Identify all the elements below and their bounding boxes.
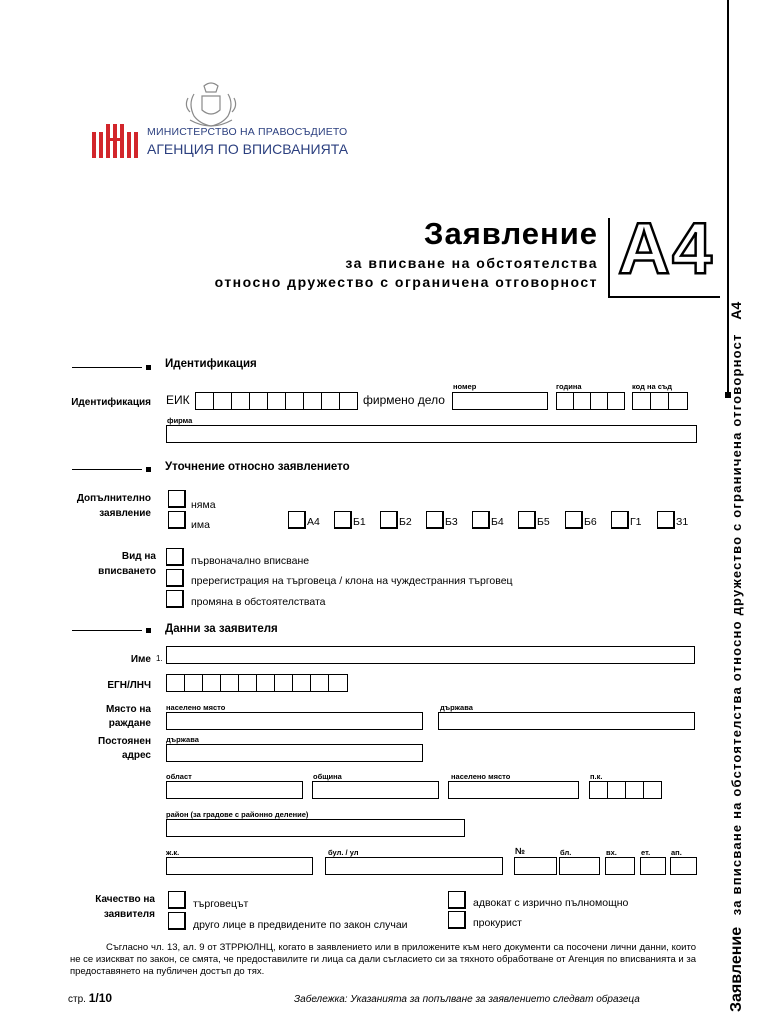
municipality-label: община [313, 772, 342, 781]
code-checkbox-a4[interactable] [288, 511, 306, 529]
capacity-label-trader: търговецът [193, 898, 249, 910]
code-checkbox-b5[interactable] [518, 511, 536, 529]
address-country-input[interactable] [166, 744, 423, 762]
identification-label: Идентификация [71, 397, 151, 408]
form-subtitle-1: за вписване на обстоятелства [345, 255, 598, 271]
form-code: A4 [618, 209, 715, 289]
type-label-change: промяна в обстоятелствата [191, 596, 326, 608]
footer-note: Забележка: Указанията за попълване за заявлението следват образеца [294, 994, 640, 1005]
egn-input[interactable] [166, 674, 348, 692]
number-input[interactable] [514, 857, 557, 875]
apt-label: ап. [671, 848, 682, 857]
code-label-g1: Г1 [630, 516, 642, 528]
code-checkbox-b6[interactable] [565, 511, 583, 529]
page-number: стр. 1/10 [68, 991, 113, 1005]
birth-country-input[interactable] [438, 712, 695, 730]
region-input[interactable] [166, 781, 303, 799]
firm-label: фирма [167, 416, 193, 425]
place-input[interactable] [448, 781, 579, 799]
birth-place-input[interactable] [166, 712, 423, 730]
form-subtitle-2: относно дружество с ограничена отговорност [214, 274, 598, 290]
registration-type-label: Вид на вписването [98, 551, 156, 577]
consent-text: Съгласно чл. 13, ал. 9 от ЗТРРЮЛНЦ, когато в заявлението или в приложените към него документи са посочени лични данни, които не се изискват по закон, се смята, че предоставилите ги лица са дали съгласието си за тяхното обработване от Агенция по вписванията и за предоставянето на публичен достъп до тях. [70, 942, 696, 977]
name-label: Име [130, 654, 151, 665]
eik-input[interactable] [195, 392, 358, 410]
code-label-b6: Б6 [584, 516, 597, 528]
capacity-checkbox-trader[interactable] [168, 891, 186, 909]
type-label-reregistration: пререгистрация на търговеца / клона на чуждестранния търговец [191, 575, 513, 587]
egn-label: ЕГН/ЛНЧ [107, 680, 151, 691]
capacity-checkbox-lawyer[interactable] [448, 891, 466, 909]
region-label: област [166, 772, 192, 781]
district-label: район (за градове с районно деление) [166, 810, 309, 819]
firm-input[interactable] [166, 425, 697, 443]
case-year-label: година [556, 382, 582, 391]
capacity-row-label: Качество на заявителя [95, 894, 155, 920]
street-label: бул. / ул [328, 848, 359, 857]
additional-application-label: Допълнително заявление [76, 493, 151, 519]
coat-of-arms-icon [182, 80, 240, 132]
section-title-identification: Идентификация [165, 358, 257, 370]
has-label: има [191, 519, 210, 531]
code-label-b2: Б2 [399, 516, 412, 528]
zh-label: ж.к. [166, 848, 180, 857]
municipality-input[interactable] [312, 781, 439, 799]
section-marker [146, 365, 151, 370]
ministry-name: МИНИСТЕРСТВО НА ПРАВОСЪДИЕТО [147, 126, 348, 138]
type-checkbox-initial[interactable] [166, 548, 184, 566]
birth-country-label: държава [440, 703, 473, 712]
capacity-label-procurator: прокурист [473, 917, 522, 929]
court-code-label: код на съд [632, 382, 673, 391]
form-title: Заявление [424, 216, 598, 251]
floor-label: ет. [641, 848, 651, 857]
code-label-a4: А4 [307, 516, 320, 528]
section-line [72, 367, 142, 368]
none-label: няма [191, 499, 216, 511]
floor-input[interactable] [640, 857, 666, 875]
place-label: населено място [451, 772, 511, 781]
case-number-label: номер [453, 382, 477, 391]
street-input[interactable] [325, 857, 503, 875]
section-title-clarification: Уточнение относно заявлението [165, 461, 350, 473]
section-marker [146, 628, 151, 633]
type-checkbox-change[interactable] [166, 590, 184, 608]
case-label: фирмено дело [363, 393, 445, 407]
has-checkbox[interactable] [168, 511, 186, 529]
code-label-b3: Б3 [445, 516, 458, 528]
birth-place-label: населено място [166, 703, 226, 712]
code-checkbox-b2[interactable] [380, 511, 398, 529]
block-input[interactable] [559, 857, 600, 875]
block-label: бл. [560, 848, 572, 857]
code-label-b5: Б5 [537, 516, 550, 528]
eik-label: ЕИК [166, 393, 190, 407]
address-country-label: държава [166, 735, 199, 744]
section-title-applicant: Данни за заявителя [165, 623, 278, 635]
none-checkbox[interactable] [168, 490, 186, 508]
entrance-input[interactable] [605, 857, 635, 875]
code-checkbox-b1[interactable] [334, 511, 352, 529]
capacity-checkbox-other[interactable] [168, 912, 186, 930]
code-checkbox-z1[interactable] [657, 511, 675, 529]
postcode-label: п.к. [590, 772, 603, 781]
side-title: Заявление за вписване на обстоятелства относно дружество с ограничена отговорност A4 [728, 301, 745, 1012]
zh-input[interactable] [166, 857, 313, 875]
case-year-input[interactable] [556, 392, 625, 410]
section-line [72, 630, 142, 631]
code-label-z1: З1 [676, 516, 689, 528]
type-checkbox-reregistration[interactable] [166, 569, 184, 587]
code-label-b1: Б1 [353, 516, 366, 528]
agency-name: АГЕНЦИЯ ПО ВПИСВАНИЯТА [147, 141, 349, 157]
capacity-checkbox-procurator[interactable] [448, 911, 466, 929]
postcode-input[interactable] [589, 781, 662, 799]
court-code-input[interactable] [632, 392, 688, 410]
birth-place-row-label: Място на раждане [106, 704, 151, 729]
name-input[interactable] [166, 646, 695, 664]
name-index: 1. [156, 654, 163, 663]
case-number-input[interactable] [452, 392, 548, 410]
section-line [72, 469, 142, 470]
section-marker [146, 467, 151, 472]
address-row-label: Постоянен адрес [98, 736, 151, 761]
number-label: № [515, 846, 526, 856]
district-input[interactable] [166, 819, 465, 837]
code-checkbox-b4[interactable] [472, 511, 490, 529]
code-label-b4: Б4 [491, 516, 504, 528]
form-code-badge [608, 209, 720, 298]
capacity-label-lawyer: адвокат с изрично пълномощно [473, 897, 629, 909]
code-checkbox-b3[interactable] [426, 511, 444, 529]
entrance-label: вх. [606, 848, 617, 857]
apt-input[interactable] [670, 857, 697, 875]
type-label-initial: първоначално вписване [191, 555, 310, 567]
code-checkbox-g1[interactable] [611, 511, 629, 529]
capacity-label-other: друго лице в предвидените по закон случаи [193, 919, 408, 931]
agency-logo-icon [92, 124, 140, 158]
